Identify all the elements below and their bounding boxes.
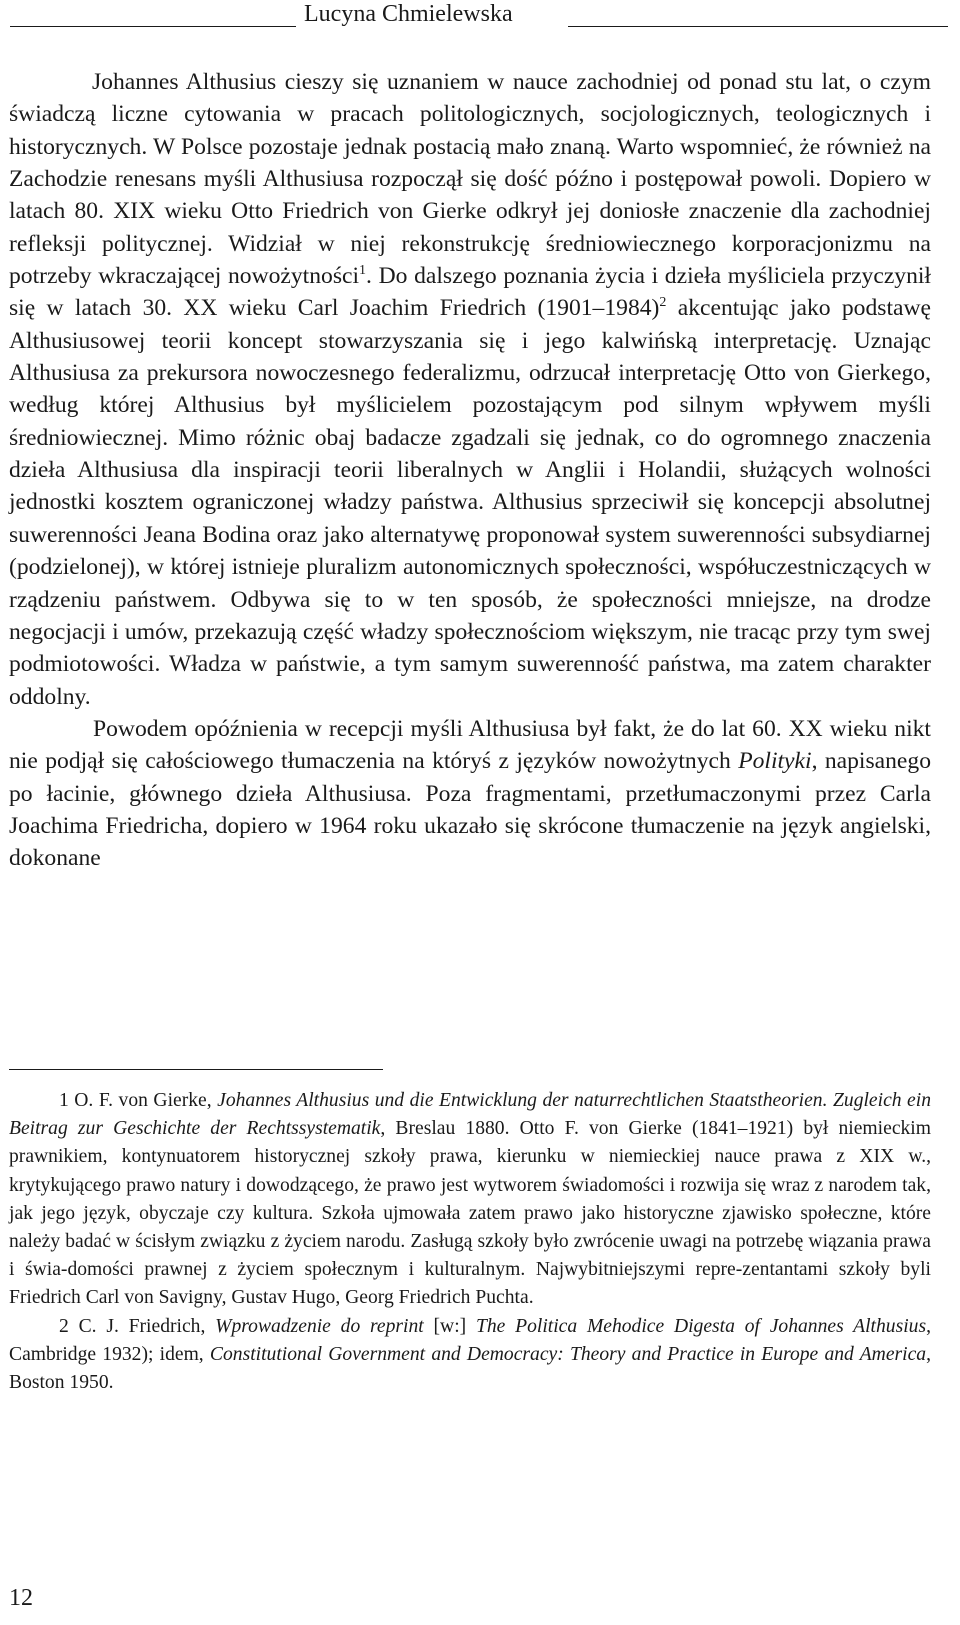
footnote-2-text-b: , Boston 1950. <box>9 1343 931 1394</box>
paragraph-1-text-c: akcentując jako podstawę Althusiusowej teorii koncept stowarzyszania się i jego kalwińską interpretację. Uznając Althusiusa za prekursora nowoczesnego federalizmu, odrzucał interpretację Otto von Gierkego, według której Althusius był myślicielem pozostającym pod silnym wpływem myśli średniowiecznej. Mimo różnic obaj badacze zgadzali się jednak, co do ogromnego znaczenia dzieła Althusiusa dla inspiracji teorii liberalnych w Anglii i Holandii, służących wolności jednostki kosztem ograniczonej władzy państwa. Althusius sprzeciwił się koncepcji absolutnej suwerenności Jeana Bodina oraz jako alternatywę proponował system suwerenności subsydiarnej (podzielonej), w której istnieje pluralizm autonomicznych społeczności, współuczestniczących w rządzeniu państwem. Odbywa się to w ten sposób, że społeczności mniejsze, na drodze negocjacji i umów, przekazują część władzy społecznościom większym, nie tracąc przy tym swej podmiotowości. Władza w państwie, a tym samym suwerenność państwa, ma zatem charakter oddolny. <box>9 295 931 710</box>
paragraph-1-text-b: . Do dalszego poznania życia i dzieła myśliciela przyczynił się w latach 30. XX wieku Carl Joachim Friedrich (1901–1984) <box>9 263 931 322</box>
footnote-2-number: 2 <box>59 1315 69 1337</box>
footnote-2-text-mid-1: [w:] <box>423 1315 476 1337</box>
header-rule-left <box>10 26 296 27</box>
footnote-2-text-mid-2: , Cambridge 1932); idem, <box>9 1315 931 1365</box>
running-header <box>0 0 960 32</box>
paragraph-2-text-b: , napisanego po łacinie, głównego dzieła Althusiusa. Poza fragmentami, przetłumaczonymi przez Carla Joachima Friedricha, dopiero w 1964 roku ukazało się skrócone tłumaczenie na język angielski, dokonane <box>9 748 932 872</box>
header-rule-right <box>568 26 948 27</box>
footnote-2-italic-3: Constitutional Government and Democracy: Theory and Practice in Europe and America <box>209 1343 927 1365</box>
footnotes <box>9 1087 931 1397</box>
footnote-2-italic-2: The Politica Mehodice Digesta of Johannes Althusius <box>475 1315 927 1337</box>
paragraph-2-italic-title: Polityki <box>738 748 812 775</box>
footnote-1-number: 1 <box>59 1090 69 1111</box>
footnote-separator <box>9 1069 383 1070</box>
header-author: Lucyna Chmielewska <box>304 1 513 27</box>
footnote-ref-1[interactable]: 1 <box>359 263 367 279</box>
page-number: 12 <box>9 1585 33 1611</box>
footnote-ref-2[interactable]: 2 <box>659 295 667 311</box>
footnote-1 <box>9 1087 931 1313</box>
footnote-2-italic-1: Wprowadzenie do reprint <box>215 1315 424 1337</box>
footnote-2-text-a: C. J. Friedrich, <box>68 1315 216 1337</box>
paragraph-1 <box>9 66 931 713</box>
main-text <box>9 66 931 875</box>
footnote-2 <box>9 1313 931 1398</box>
paragraph-1-text-a: Johannes Althusius cieszy się uznaniem w nauce zachodniej od ponad stu lat, o czym świadczą liczne cytowania w pracach politologicznych, socjologicznych, teologicznych i historycznych. W Polsce pozostaje jednak postacią mało znaną. Warto wspomnieć, że również na Zachodzie renesans myśli Althusiusa rozpoczął się dość późno i postępował powoli. Dopiero w latach 80. XIX wieku Otto Friedrich von Gierke odkrył jej doniosłe znaczenie dla zachodniej refleksji politycznej. Widział w niej rekonstrukcję średniowiecznego korporacjonizmu na potrzeby wkraczającej nowożytności <box>9 69 931 290</box>
footnote-1-text-b: , Breslau 1880. Otto F. von Gierke (1841–1921) był niemieckim prawnikiem, kontynuatorem historycznej szkoły prawa, kierunku w niemieckiej nauce prawa z XIX w., krytykującego prawo natury i dowodzącego, że prawo jest wytworem świadomości i rozwija się wraz z narodem tak, jak jego język, obyczaje czy kultura. Szkoła ujmowała zatem prawo jako historyczne zjawisko społeczne, które należy badać w ścisłym związku z życiem narodu. Zasługą szkoły było zwrócenie uwagi na potrzebę wiązania prawa i świa-domości prawnej z życiem społecznym i kulturalnym. Najwybitniejszymi repre-zentantami szkoły byli Friedrich Carl von Savigny, Gustav Hugo, Georg Friedrich Puchta. <box>9 1118 931 1309</box>
paragraph-2-text-a: Powodem opóźnienia w recepcji myśli Althusiusa był fakt, że do lat 60. XX wieku nikt nie podjął się całościowego tłumaczenia na któryś z języków nowożytnych <box>9 715 931 775</box>
paragraph-2 <box>9 713 931 875</box>
footnote-1-text-a: O. F. von Gierke, <box>68 1090 218 1111</box>
footnote-1-italic-title: Johannes Althusius und die Entwicklung der naturrechtlichen Staatstheorien. Zugleich ein Beitrag zur Geschichte der Rechtssystematik <box>9 1090 931 1140</box>
